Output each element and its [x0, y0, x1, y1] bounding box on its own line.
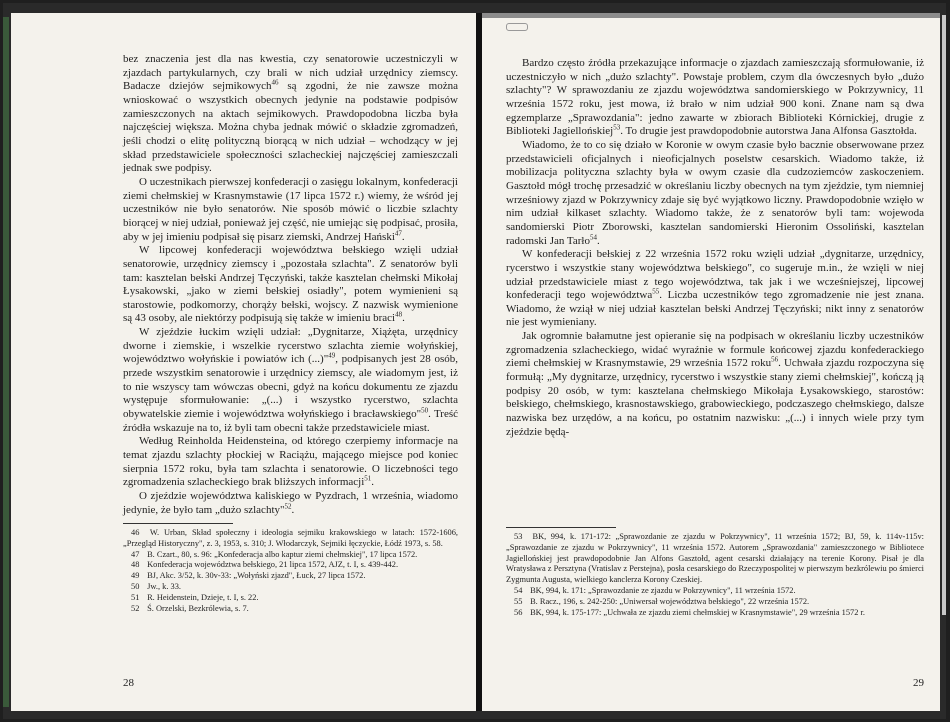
paragraph: Bardzo często źródła przekazujące informacje o zjazdach zamieszczają sformułowanie, iż uczestniczyło w nich „dużo szlachty". Powstaje problem, czym dla ówczesnych było „dużo szlachty"? W sprawozdaniu ze zjazdu województwa sandomierskiego w Pokrzywnicy, 11 września 1572 roku, jest mowa, iż brało w nim udział 900 koni. Znane nam są dwa egzemplarze „Sprawozdania": jedno zawarte w zbiorach Biblioteki Kórnickiej, drugie z Biblioteki Jagiellońskiej$^{53}$. To drugie jest prawdopodobnie autorstwa Jana Alfonsa Gasztołda.	[506, 57, 924, 138]
book-spread	[3, 3, 946, 719]
paragraph: Wiadomo, że to co się działo w Koronie w owym czasie było bacznie obserwowane przez przedstawicieli oficjalnych i nieoficjalnych poselstw cesarskich. Wiadomo także, iż mobilizacja polityczna szlachty była w owym czasie dla cudzoziemców zaskoczeniem. Gasztołd mógł trochę przesadzić w określaniu liczby obecnych na tym zjeździe, tym niemniej wrześniowy zjazd w Pokrzywnicy zdaje się być wyjątkowo liczny. Prawdopodobnie wzięło w nim udział kilkaset szlachty. Wiadomo także, że z senatorów byli tam: wojewoda sandomierski Piotr Zborowski, kasztelan sandomierski Hieronim Ossoliński, kasztelan radomski Jan Tarło$^{54}$.	[506, 138, 924, 247]
left-body-text	[123, 53, 458, 517]
footnote: 47 B. Czart., 80, s. 96: „Konfederacja albo kaptur ziemi chełmskiej", 17 lipca 1572.	[131, 549, 418, 559]
right-footnotes	[506, 527, 924, 618]
left-footnotes	[123, 523, 458, 614]
footnote: 51 R. Heidenstein, Dzieje, t. I, s. 22.	[131, 592, 259, 602]
footnote: 55 B. Racz., 196, s. 242-250: „Uniwersał województwa bełskiego", 22 września 1572.	[514, 596, 810, 606]
page-number-right: 29	[913, 677, 924, 689]
footnote: 52 Ś. Orzelski, Bezkrólewia, s. 7.	[131, 603, 249, 613]
stamp-mark-icon	[506, 23, 528, 31]
left-edge-strip	[3, 17, 9, 707]
paragraph: W konfederacji bełskiej z 22 września 1572 roku wzięli udział „dygnitarze, urzędnicy, rycerstwo i wszystkie stany województwa bełskiego", co sugeruje m.in., że wzięli w niej udział przedstawiciele miast z tego województwa, tak jak i we wcześniejszej, lipcowej konfederacji tego województwa$^{55}$. Liczba uczestników tego zgromadzenie nie jest znana. Wiadomo, że wziął w niej udział kasztelan bełski Andrzej Tęczyński; nikt inny z senatorów nie jest wymieniany.	[506, 248, 924, 329]
page-number-left: 28	[123, 677, 134, 689]
footnote: 50 Jw., k. 33.	[131, 581, 181, 591]
right-page	[482, 13, 940, 711]
footnote: 46 W. Urban, Skład społeczny i ideologia sejmiku krakowskiego w latach: 1572-1606, „Przegląd Historyczny", z. 3, 1953, s. 310; J. Włodarczyk, Sejmiki łęczyckie, Łódź 1973, s. 58.	[123, 528, 458, 548]
footnote: 53 BK, 994, k. 171-172: „Sprawozdanie ze zjazdu w Pokrzywnicy", 11 września 1572; BJ, 59, k. 114v-115v: „Sprawozdanie ze zjazdu w Pokrzywnicy", 11 września 1572. Autorem „Sprawozdania" zamieszczonego w Bibliotece Jagiellońskiej jest prawdopodobnie Jan Alfons Gasztołd, agent cesarski działający na terenie Korony. Pisał je dla Wratysława z Persztyna (Vratislav z Perstejna), posła cesarskiego do Rzeczypospolitej w pierwszym bezkrólewiu po śmierci Zygmunta Augusta, wielkiego kanclerza Korony Czeskiej.	[506, 532, 925, 585]
paragraph: W zjeździe łuckim wzięli udział: „Dygnitarze, Xiążęta, urzędnicy dworne i ziemskie, i wszelkie rycerstwo szlachta ziemie wołyńskiej, województwo wołyńskie i powiatów ich (...)"$^{49}$, podpisanych jest 28 osób, przede wszystkim senatorowie i urzędnicy ziemscy, ale wiadomym jest, iż to nie wszyscy tam wówczas obecni, gdyż na końcu dokumentu ze zjazdu występuje sformułowanie: „(...) i wszystko rycerstwo, szlachta obywatelskie ziemie i województwa wołyńskiego i bracławskiego"$^{50}$. Treść źródła wskazuje na to, iż byli tam obecni także przedstawiciele miast.	[123, 326, 458, 434]
paragraph: bez znaczenia jest dla nas kwestia, czy senatorowie uczestniczyli w zjazdach partykularnych, czy brali w nich udział urzędnicy ziemscy. Badacze dziejów sejmikowych$^{46}$ są zgodni, że nie zawsze można wnioskować o wszystkich obecnych jedynie na podstawie podpisów zamieszczonych na aktach sejmikowych. Prawdopodobna liczba była najczęściej większa. Można chyba jednak mówić o składzie zgromadzeń, jeśli chodzi o elitę polityczną biorącą w nich udział – wchodzący w jej skład przedstawiciele społeczności szlacheckiej najczęściej zamieszczali jednak swe podpisy.	[123, 53, 458, 175]
footnote: 56 BK, 994, k. 175-177: „Uchwała ze zjazdu ziemi chełmskiej w Krasnymstawie", 29 września 1572 r.	[514, 607, 865, 617]
paragraph: O zjeździe województwa kaliskiego w Pyzdrach, 1 września, wiadomo jedynie, że było tam „dużo szlachty"$^{52}$.	[123, 490, 458, 516]
footnote-rule	[123, 523, 233, 524]
paragraph: O uczestnikach pierwszej konfederacji o zasięgu lokalnym, konfederacji ziemi chełmskiej w Krasnymstawie (17 lipca 1572 r.) wiemy, że wśród jej uczestników nie było senatorów. Nie sposób mówić o liczbie szlachty biorącej w niej udział, ponieważ jej część, nie umiejąc się podpisać, prosiła, aby w jej imieniu podpisał się pisarz ziemski, Andrzej Hański$^{47}$.	[123, 175, 458, 243]
footnote: 54 BK, 994, k. 171: „Sprawozdanie ze zjazdu w Pokrzywnicy", 11 września 1572.	[514, 585, 796, 595]
left-page	[11, 13, 476, 711]
paragraph: W lipcowej konfederacji województwa bełskiego wzięli udział senatorowie, urzędnicy ziemscy i „pozostała szlachta". Z senatorów byli tam: kasztelan bełski Andrzej Tęczyński, także kasztelan chełmski Mikołaj Łysakowski, „jako w ziemi bełskiej osiadły", potem wymienieni są starostowie, podkomorzy, chorąży bełski, wojscy. Z nazwisk wymienione są 43 osoby, ale niektórzy podpisują się także w imieniu braci$^{48}$.	[123, 244, 458, 325]
right-edge-strip	[942, 15, 946, 615]
footnote: 48 Konfederacja województwa bełskiego, 21 lipca 1572, AJZ, t. I, s. 439-442.	[131, 560, 399, 570]
right-body-text	[506, 57, 924, 439]
paragraph: Według Reinholda Heidensteina, od którego czerpiemy informacje na temat zjazdu szlachty płockiej w Raciążu, mającego miejsce pod koniec sierpnia 1572 roku, była tam szlachta i senatorowie. O liczebności tego zgromadzenia szlacheckiego brak bliższych informacji$^{51}$.	[123, 435, 458, 489]
footnote-rule	[506, 527, 616, 528]
footnote: 49 BJ, Akc. 3/52, k. 30v-33: „Wołyński zjazd", Łuck, 27 lipca 1572.	[131, 571, 366, 581]
paragraph: Jak ogromnie bałamutne jest opieranie się na podpisach w określaniu liczby uczestników zgromadzenia szlacheckiego, widać wyraźnie w formule końcowej zjazdu konfederackiego ziemi chełmskiej w Krasnymstawie, 29 września 1572 roku$^{56}$. Uchwała zjazdu rozpoczyna się formułą: „My dygnitarze, urzędnicy, rycerstwo i wszystkie stany ziemi chełmskiej", kończą ją podpisy 20 osób, w tym: kasztelana chełmskiego Mikołaja Łysakowskiego, starostów: bełskiego, chełmskiego, krasnostawskiego, grabowieckiego, podczaszego chełmskiego, dalsze nazwiska bez urzędów, a na końcu, po ostatnim nazwisku: „(...) i innych wiele przy tym zjeździe będą-	[506, 330, 924, 438]
